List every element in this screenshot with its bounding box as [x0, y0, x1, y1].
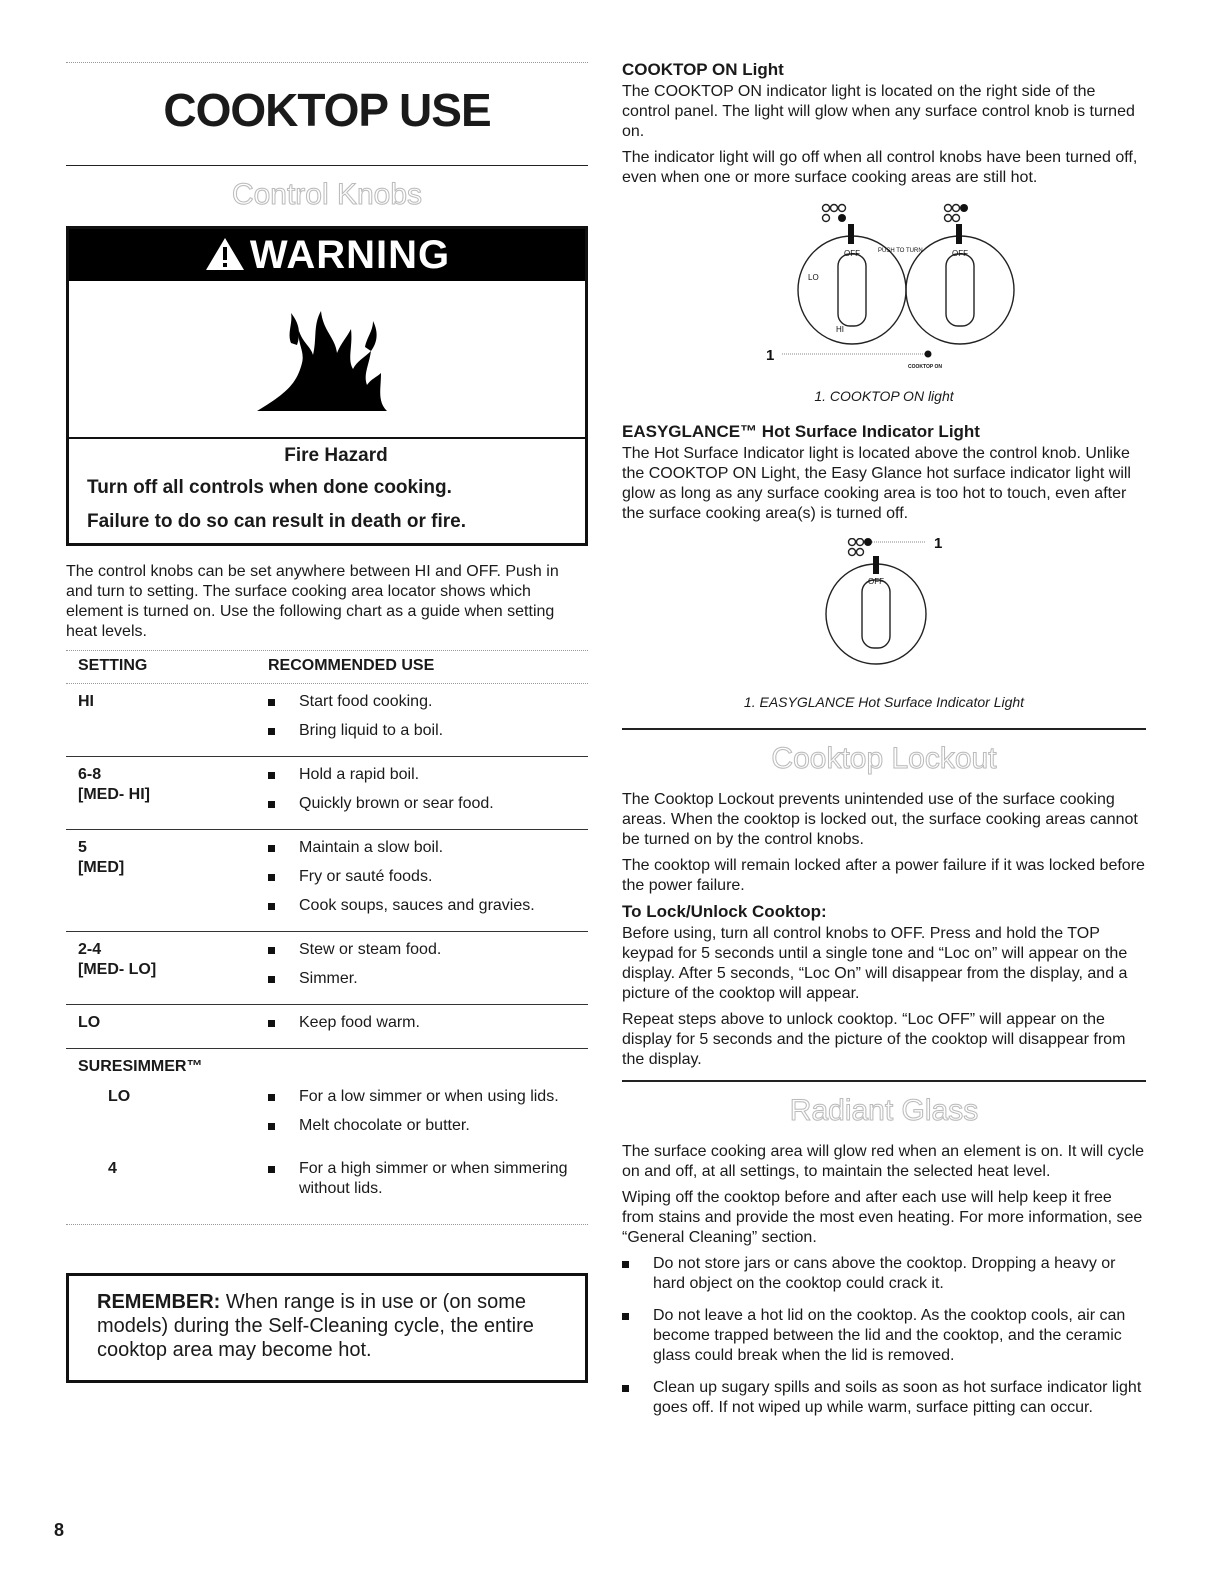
bullet-square-icon	[268, 1123, 275, 1130]
bullet-square-icon	[268, 874, 275, 881]
warning-box	[66, 226, 588, 546]
use-bullet	[268, 765, 588, 785]
single-knob-diagram	[622, 538, 1146, 690]
use-text: Hold a rapid boil.	[299, 766, 420, 783]
radiant-p2: Wiping off the cooktop before and after each use will help keep it free from stains and provide the most even heating. For more information, see “General Cleaning” section.	[622, 1189, 1143, 1246]
push-to-turn-label: PUSH TO TURN	[878, 248, 923, 254]
bullet-square-icon	[268, 845, 275, 852]
cooktop-on-figure	[622, 194, 1146, 384]
use-text: Melt chocolate or butter.	[299, 1117, 470, 1134]
use-bullet	[268, 867, 588, 887]
fire-hazard-area	[69, 281, 585, 439]
remember-box	[66, 1273, 588, 1383]
bullet-square-icon	[268, 1020, 275, 1027]
use-bullet	[268, 1013, 588, 1033]
suresimmer-label: SURESIMMER™	[78, 1058, 203, 1075]
use-bullet	[268, 1159, 588, 1199]
radiant-bullet-text: Do not store jars or cans above the cooktop. Dropping a heavy or hard object on the cooktop could crack it.	[653, 1255, 1116, 1292]
use-text: Quickly brown or sear food.	[299, 795, 494, 812]
cooktop-on-callout: 1	[766, 347, 775, 364]
fire-icon	[247, 303, 407, 413]
table-row	[66, 1049, 588, 1079]
uses-cell	[268, 1087, 588, 1145]
setting-cell: HI	[78, 693, 94, 710]
table-body	[66, 684, 588, 1214]
bullet-square-icon	[268, 1166, 275, 1173]
bullet-square-icon	[268, 699, 275, 706]
table-bottom-rule	[66, 1224, 588, 1225]
table-row	[66, 1079, 588, 1151]
warning-triangle-icon	[204, 236, 246, 272]
table-header	[66, 651, 588, 684]
right-column	[622, 60, 1146, 1430]
lockout-p4: Repeat steps above to unlock cooktop. “Loc OFF” will appear on the display for 5 seconds and the picture of the cooktop will disappear from the display.	[622, 1011, 1126, 1068]
use-bullet	[268, 969, 588, 989]
setting-cell: 2-4 [MED- LO]	[78, 941, 157, 978]
bullet-square-icon	[268, 947, 275, 954]
warning-body	[69, 439, 585, 543]
uses-cell	[268, 838, 588, 925]
setting-cell: LO	[108, 1088, 131, 1105]
cooktop-on-p1: The COOKTOP ON indicator light is located on the right side of the control panel. The light will glow when any surface control knob is turned on.	[622, 83, 1135, 140]
two-knob-diagram	[622, 194, 1146, 384]
use-text: Start food cooking.	[299, 693, 433, 710]
bullet-square-icon	[268, 976, 275, 983]
section-title-radiant-glass: Radiant Glass	[789, 1094, 979, 1127]
radiant-bullet-text: Do not leave a hot lid on the cooktop. As the cooktop cools, air can become trapped between the lid and the cooktop, and the ceramic glass could break when the lid is removed.	[653, 1307, 1126, 1364]
page-title: COOKTOP USE	[163, 84, 491, 136]
lockout-subhead: To Lock/Unlock Cooktop:	[622, 902, 827, 921]
warning-header	[69, 229, 585, 281]
easyglance-caption: 1. EASYGLANCE Hot Surface Indicator Light	[743, 694, 1025, 710]
bullet-square-icon	[622, 1261, 629, 1268]
use-bullet	[268, 838, 588, 858]
easyglance-title: EASYGLANCE™ Hot Surface Indicator Light	[622, 422, 980, 441]
knobs-intro: The control knobs can be set anywhere between HI and OFF. Push in and turn to setting. The surface cooking area locator shows which element is turned on. Use the following chart as a guide when setting heat levels.	[66, 563, 559, 640]
warning-line-1: Turn off all controls when done cooking.	[87, 477, 452, 498]
lockout-p1: The Cooktop Lockout prevents unintended use of the surface cooking areas. When the cooktop is locked out, the surface cooking areas cannot be turned on by the control knobs.	[622, 791, 1138, 848]
use-text: Cook soups, sauces and gravies.	[299, 897, 535, 914]
table-row	[66, 932, 588, 1005]
radiant-bullet-text: Clean up sugary spills and soils as soon as hot surface indicator light goes off. If not wiped up while warm, surface pitting can occur.	[653, 1379, 1142, 1416]
single-knob-off-label: OFF	[868, 577, 884, 586]
table-row	[66, 684, 588, 757]
bullet-square-icon	[268, 728, 275, 735]
use-text: For a high simmer or when simmering without lids.	[299, 1160, 568, 1197]
top-dotted-rule	[66, 62, 588, 63]
lockout-rule	[622, 728, 1146, 730]
settings-table	[66, 650, 588, 1225]
cooktop-on-p2: The indicator light will go off when all control knobs have been turned off, even when one or more surface cooking areas are still hot.	[622, 149, 1138, 186]
remember-text: When range is in use or (on some models) during the Self-Cleaning cycle, the entire cooktop area may become hot.	[97, 1291, 534, 1361]
cooktop-on-title: COOKTOP ON Light	[622, 60, 784, 79]
header-recommended-use: RECOMMENDED USE	[268, 657, 435, 674]
uses-cell	[268, 765, 588, 823]
setting-cell: 6-8 [MED- HI]	[78, 766, 150, 803]
uses-cell	[268, 1159, 588, 1208]
use-text: Keep food warm.	[299, 1014, 420, 1031]
use-text: Bring liquid to a boil.	[299, 722, 444, 739]
uses-cell	[268, 692, 588, 750]
header-setting: SETTING	[78, 657, 148, 674]
uses-cell	[268, 1013, 588, 1042]
knob-hi-label: HI	[836, 325, 844, 334]
cooktop-on-small-label: COOKTOP ON	[908, 364, 942, 370]
section-title-control-knobs: Control Knobs	[231, 178, 423, 211]
use-text: Simmer.	[299, 970, 358, 987]
easyglance-figure	[622, 538, 1146, 690]
warning-line-2: Failure to do so can result in death or fire.	[87, 511, 467, 532]
use-bullet	[268, 721, 588, 741]
title-rule	[66, 165, 588, 166]
warning-header-text: WARNING	[249, 233, 451, 277]
bullet-square-icon	[622, 1385, 629, 1392]
table-row	[66, 757, 588, 830]
warning-hazard: Fire Hazard	[284, 445, 388, 466]
setting-cell: LO	[78, 1014, 101, 1031]
use-bullet	[268, 692, 588, 712]
bullet-square-icon	[268, 772, 275, 779]
left-column	[66, 62, 588, 1383]
knob-off-label-left: OFF	[844, 249, 860, 258]
uses-cell	[268, 940, 588, 998]
knob-lo-label: LO	[808, 273, 819, 282]
use-bullet	[268, 794, 588, 814]
lockout-p3: Before using, turn all control knobs to OFF. Press and hold the TOP keypad for 5 seconds until a single tone and “Loc on” will appear on the display. After 5 seconds, “Loc On” will disappear from the display, and a picture of the cooktop will appear.	[622, 925, 1128, 1002]
use-text: Fry or sauté foods.	[299, 868, 433, 885]
use-text: Maintain a slow boil.	[299, 839, 444, 856]
bullet-square-icon	[268, 801, 275, 808]
table-row	[66, 1151, 588, 1214]
easyglance-p1: The Hot Surface Indicator light is located above the control knob. Unlike the COOKTOP ON Light, the Easy Glance hot surface indicator light will glow as long as any surface cooking area is too hot to touch, even after the surface cooking area(s) is turned off.	[622, 445, 1131, 522]
knob-off-label-right: OFF	[952, 249, 968, 258]
setting-cell: 5 [MED]	[78, 839, 125, 876]
cooktop-on-caption: 1. COOKTOP ON light	[814, 388, 954, 404]
use-bullet	[268, 896, 588, 916]
use-text: For a low simmer or when using lids.	[299, 1088, 559, 1105]
section-title-cooktop-lockout: Cooktop Lockout	[771, 742, 997, 775]
easyglance-callout: 1	[934, 538, 943, 552]
setting-cell: 4	[108, 1160, 117, 1177]
use-bullet	[268, 940, 588, 960]
lockout-p2: The cooktop will remain locked after a power failure if it was locked before the power failure.	[622, 857, 1145, 894]
table-row	[66, 830, 588, 932]
bullet-square-icon	[268, 1094, 275, 1101]
radiant-bullet	[622, 1254, 1146, 1294]
radiant-bullet	[622, 1306, 1146, 1366]
remember-label: REMEMBER:	[97, 1291, 221, 1313]
bullet-square-icon	[268, 903, 275, 910]
table-row	[66, 1005, 588, 1049]
radiant-rule	[622, 1080, 1146, 1082]
use-bullet	[268, 1116, 588, 1136]
bullet-square-icon	[622, 1313, 629, 1320]
use-text: Stew or steam food.	[299, 941, 442, 958]
use-bullet	[268, 1087, 588, 1107]
page-number: 8	[54, 1520, 65, 1540]
radiant-p1: The surface cooking area will glow red when an element is on. It will cycle on and off, at all settings, to maintain the selected heat level.	[622, 1143, 1145, 1180]
radiant-bullet	[622, 1378, 1146, 1418]
